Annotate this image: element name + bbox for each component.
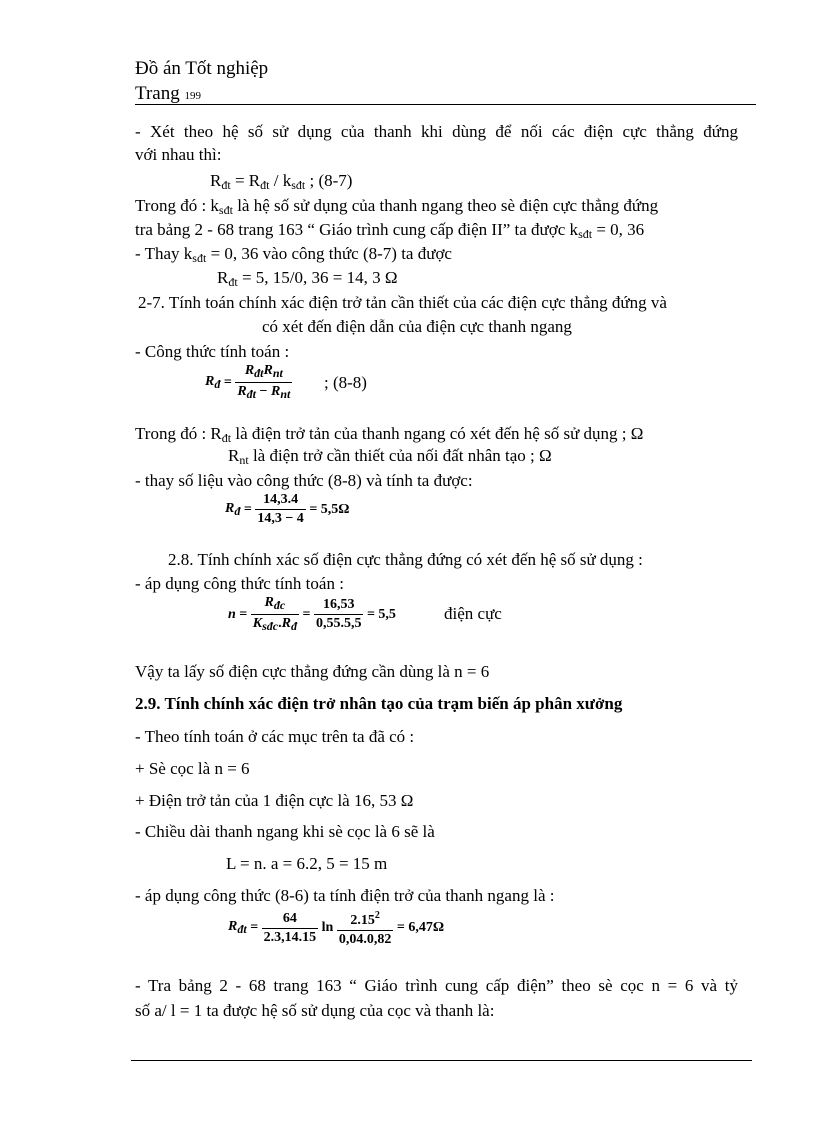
section-2-7-heading: 2-7. Tính toán chính xác điện trở tản cần thiết của các điện cực thẳng đứng và (138, 293, 667, 312)
equation-rdt-horizontal: $R_{đt}$ = $\frac{64}{2.3,14.15}$ ln $\frac{2.15^2}{0,04.0,82}$ = 6,47Ω (228, 907, 444, 949)
line-24: - Tra bảng 2 - 68 trang 163 “ Giáo trình cung cấp điện” theo sè cọc n = 6 và tỷ (135, 976, 738, 995)
line-11: Trong đó : $R_{đt}$ là điện trở tản của thanh ngang có xét đến hệ số sử dụng ; Ω (135, 424, 644, 445)
formula-8-7: $R_{đt} = R_{đt} / k_{sđt}$ ; (8-7) (210, 171, 353, 192)
header-rule (135, 104, 756, 105)
line-4: Trong đó : $k_{sđt}$ là hệ số sử dụng của thanh ngang theo sè điện cực thẳng đứng (135, 196, 659, 217)
document-title: Đồ án Tốt nghiệp (135, 58, 269, 79)
line-19: + Sè cọc là n = 6 (135, 759, 250, 778)
page-number: 199 (184, 90, 201, 102)
page-label-text: Trang (135, 83, 180, 104)
equation-rd-value: $R_đ$ = $\frac{14,3.4}{14,3 - 4}$ = 5,5Ω (225, 492, 350, 526)
page-label (135, 83, 201, 105)
line-25: số a/ l = 1 ta được hệ số sử dụng của cọc và thanh là: (135, 1001, 495, 1020)
equation-n-unit: điện cực (444, 604, 502, 623)
line-13: - thay số liệu vào công thức (8-8) và tính ta được: (135, 471, 473, 490)
line-22: L = n. a = 6.2, 5 = 15 m (226, 854, 388, 873)
line-5: tra bảng 2 - 68 trang 163 “ Giáo trình cung cấp điện II” ta được $k_{sđt} = 0$, 36 (135, 220, 645, 241)
section-2-8-heading: 2.8. Tính chính xác số điện cực thẳng đứng có xét đến hệ số sử dụng : (168, 550, 643, 569)
equation-n-electrodes: n = $\frac{R_{đc}}{K_{sđc}.R_đ}$ = $\frac{16,53}{0,55.5,5}$ = 5,5 (228, 595, 396, 633)
line-12: $R_{nt}$ là điện trở cần thiết của nối đất nhân tạo ; Ω (228, 446, 552, 467)
line-23: - áp dụng công thức (8-6) ta tính điện trở của thanh ngang là : (135, 886, 555, 905)
section-2-9-heading: 2.9. Tính chính xác điện trở nhân tạo của trạm biến áp phân xưởng (135, 694, 623, 713)
line-21: - Chiều dài thanh ngang khi sè cọc là 6 sẽ là (135, 822, 435, 841)
line-15: - áp dụng công thức tính toán : (135, 574, 344, 593)
footer-rule (131, 1060, 752, 1061)
line-1: - Xét theo hệ số sử dụng của thanh khi dùng để nối các điện cực thẳng đứng (135, 122, 738, 141)
conclusion-line: Vậy ta lấy số điện cực thẳng đứng cần dùng là n = 6 (135, 662, 490, 681)
section-2-7-heading-cont: có xét đến điện dẫn của điện cực thanh ngang (262, 317, 572, 336)
line-2: với nhau thì: (135, 145, 222, 164)
equation-8-8-tag: ; (8-8) (324, 373, 367, 392)
line-7: $R_{đt} = 5$, 15/0, 36 = 14, 3 Ω (217, 268, 398, 289)
line-6: - Thay $k_{sđt} = 0$, 36 vào công thức (8-7) ta được (135, 244, 452, 265)
line-10: - Công thức tính toán : (135, 342, 290, 361)
equation-8-8: $R_đ$ = $\frac{R_{đt}R_{nt}}{R_{đt} - R_{nt}}$ (205, 363, 291, 401)
line-18: - Theo tính toán ở các mục trên ta đã có : (135, 727, 415, 746)
line-20: + Điện trở tản của 1 điện cực là 16, 53 Ω (135, 791, 414, 810)
